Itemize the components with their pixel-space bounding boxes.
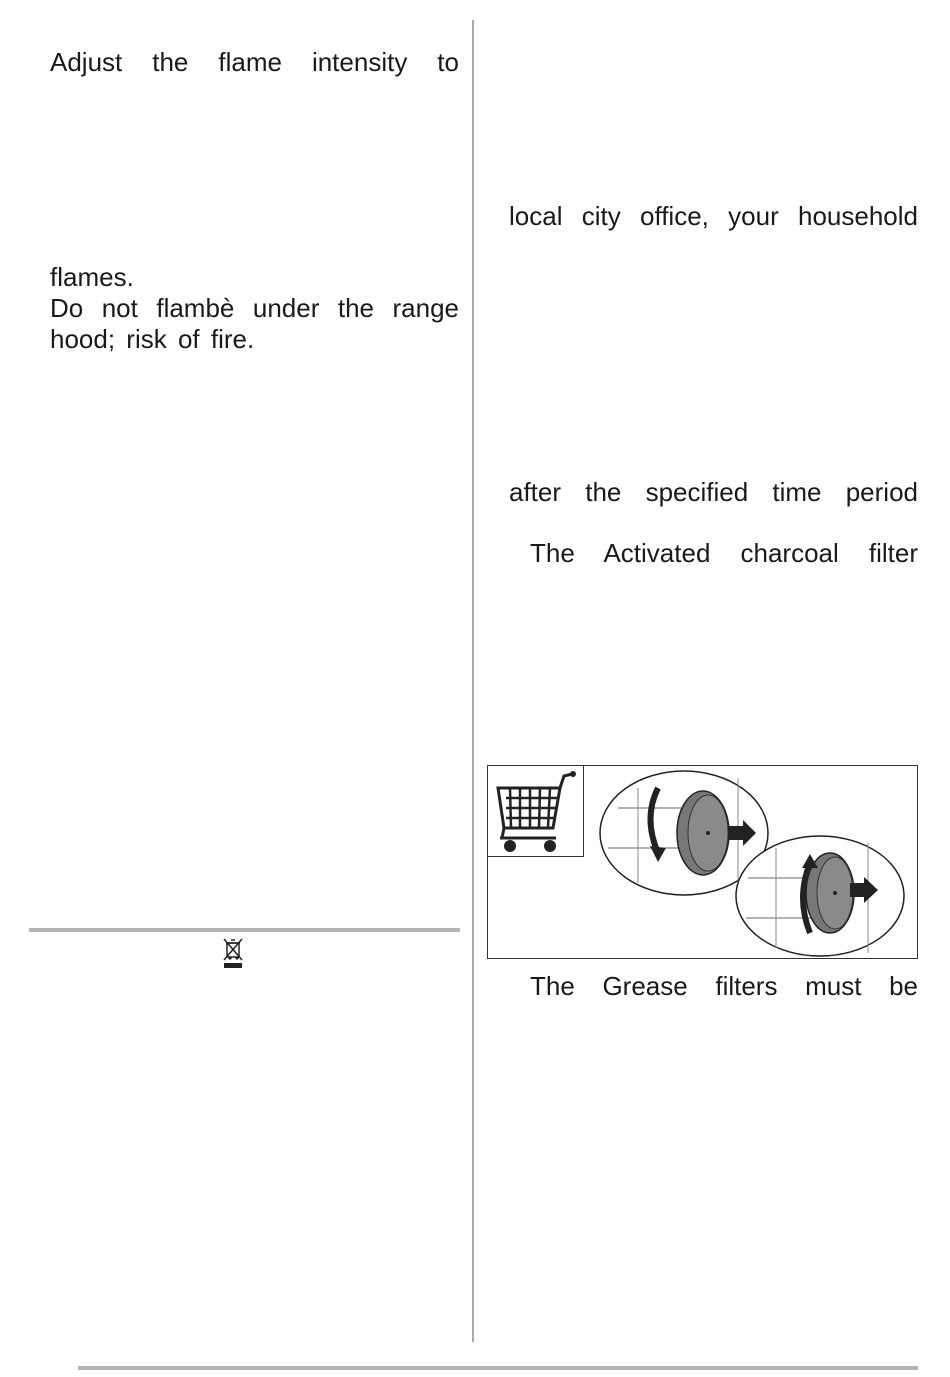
grease-filters-text: The Grease filters must be (530, 971, 918, 1001)
flame-intensity-text: Adjust the flame intensity to (50, 47, 459, 77)
charcoal-filter-rotation-illustration (598, 768, 918, 958)
footer-rule (78, 1366, 918, 1370)
local-office-text: local city office, your household (509, 201, 918, 231)
column-divider (472, 20, 474, 1342)
weee-bin-icon (222, 938, 244, 970)
cart-box (488, 766, 584, 857)
shopping-cart-icon (488, 766, 583, 856)
time-period-text: after the specified time period (509, 477, 918, 507)
filter-replacement-figure (487, 765, 918, 959)
flames-text: flames. (50, 262, 134, 292)
flambe-warning-line2: hood; risk of fire. (50, 324, 255, 354)
flambe-warning-line1: Do not flambè under the range (50, 293, 459, 323)
section-rule (29, 928, 460, 932)
charcoal-filter-text: The Activated charcoal filter (530, 538, 918, 568)
